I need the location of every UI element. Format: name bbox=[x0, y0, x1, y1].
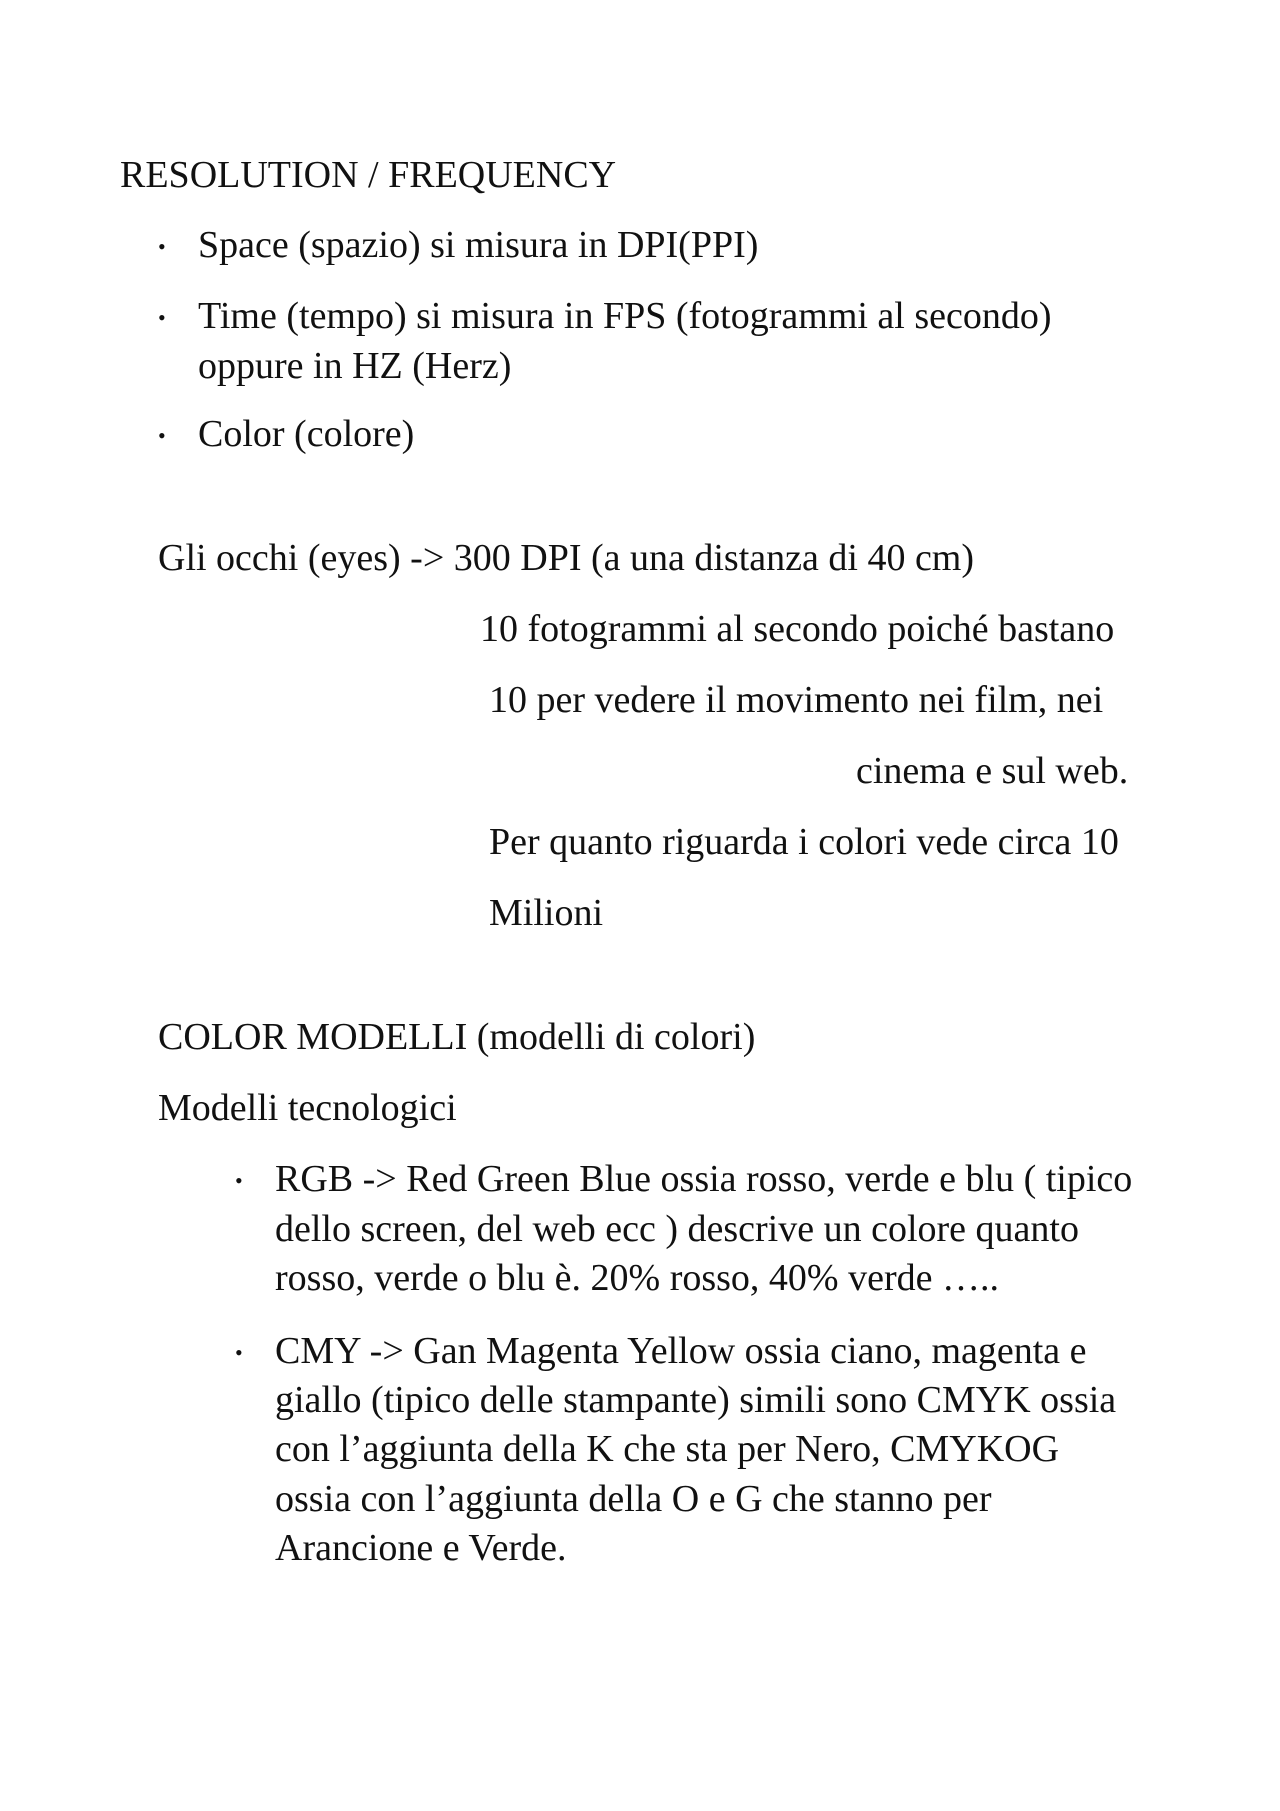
list-item-text: ossia con l’aggiunta della O e G che stanno per bbox=[275, 1478, 992, 1520]
bullet-icon: • bbox=[235, 1168, 243, 1193]
eyes-note-line: Milioni bbox=[489, 892, 604, 934]
color-models-subheading: Modelli tecnologici bbox=[158, 1087, 457, 1129]
bullet-icon: • bbox=[235, 1340, 243, 1365]
bullet-icon: • bbox=[158, 305, 166, 330]
list-item-text: con l’aggiunta della K che sta per Nero, CMYKOG bbox=[275, 1428, 1060, 1470]
list-item-text: oppure in HZ (Herz) bbox=[198, 345, 512, 387]
eyes-note-line: 10 per vedere il movimento nei film, nei bbox=[489, 679, 1104, 721]
bullet-icon: • bbox=[158, 423, 166, 448]
color-models-heading: COLOR MODELLI (modelli di colori) bbox=[158, 1016, 756, 1058]
bullet-icon: • bbox=[158, 234, 166, 259]
list-item-text: Space (spazio) si misura in DPI(PPI) bbox=[198, 224, 759, 266]
list-item-text: rosso, verde o blu è. 20% rosso, 40% verde ….. bbox=[275, 1257, 999, 1299]
eyes-line: Gli occhi (eyes) -> 300 DPI (a una distanza di 40 cm) bbox=[158, 537, 975, 579]
resolution-heading: RESOLUTION / FREQUENCY bbox=[120, 154, 617, 196]
list-item-text: Time (tempo) si misura in FPS (fotogrammi al secondo) bbox=[198, 295, 1052, 337]
eyes-note-line: 10 fotogrammi al secondo poiché bastano bbox=[480, 608, 1115, 650]
list-item-text: CMY -> Gan Magenta Yellow ossia ciano, magenta e bbox=[275, 1330, 1087, 1372]
list-item-text: giallo (tipico delle stampante) simili sono CMYK ossia bbox=[275, 1379, 1117, 1421]
eyes-note-line: cinema e sul web. bbox=[856, 750, 1129, 792]
list-item-text: Arancione e Verde. bbox=[275, 1527, 567, 1569]
list-item-text: Color (colore) bbox=[198, 413, 415, 455]
eyes-note-line: Per quanto riguarda i colori vede circa 10 bbox=[489, 821, 1119, 863]
list-item-text: dello screen, del web ecc ) descrive un colore quanto bbox=[275, 1208, 1079, 1250]
list-item-text: RGB -> Red Green Blue ossia rosso, verde e blu ( tipico bbox=[275, 1158, 1133, 1200]
